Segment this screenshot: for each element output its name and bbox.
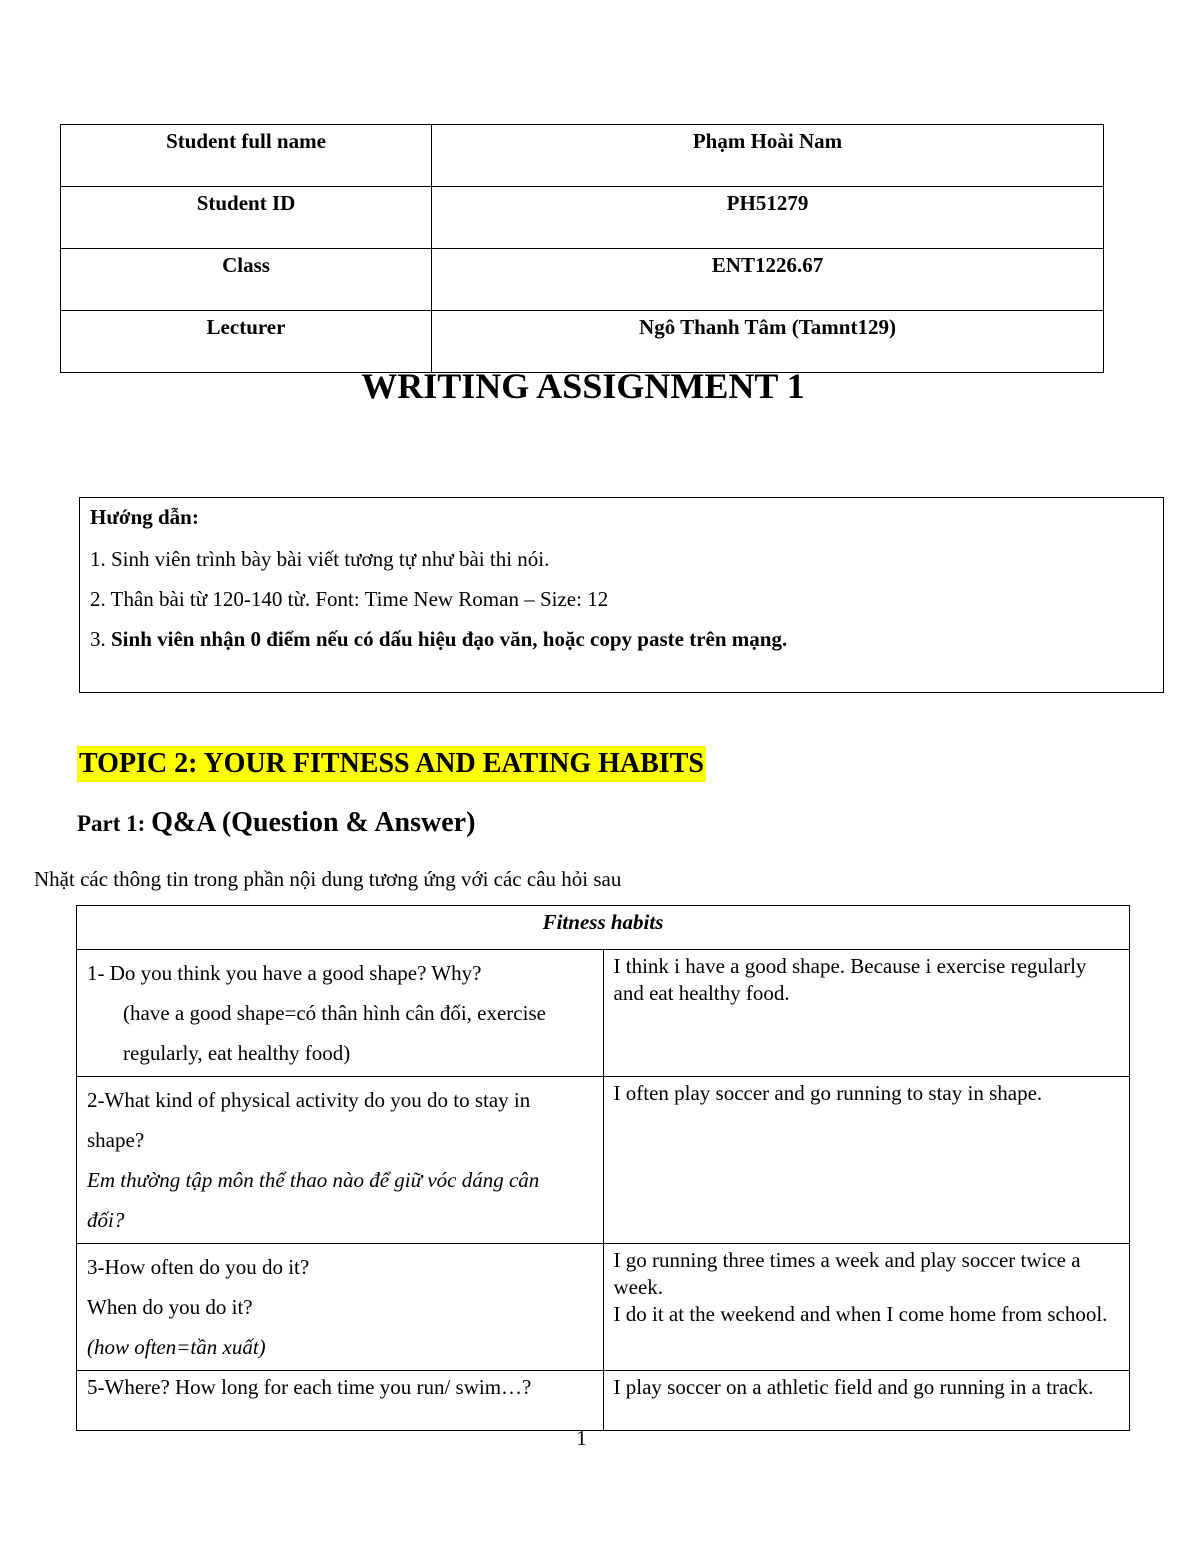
answer-text: I think i have a good shape. Because i exercise regularly and eat healthy food. xyxy=(613,954,1087,1005)
info-row xyxy=(61,187,1104,249)
topic-heading: TOPIC 2: YOUR FITNESS AND EATING HABITS xyxy=(77,746,706,782)
info-value: Ngô Thanh Tâm (Tamnt129) xyxy=(432,311,1104,373)
table-row xyxy=(77,1371,1130,1431)
question-text: 5-Where? How long for each time you run/ swim…? xyxy=(87,1375,532,1399)
answer-cell xyxy=(603,950,1130,1077)
page-number: 1 xyxy=(576,1426,587,1450)
table-row xyxy=(77,950,1130,1077)
answer-text: I go running three times a week and play soccer twice a week. xyxy=(613,1248,1081,1299)
info-label: Student full name xyxy=(61,125,432,187)
student-info-table xyxy=(60,124,1104,373)
instruction-text: Nhặt các thông tin trong phần nội dung tương ứng với các câu hỏi sau xyxy=(34,867,622,891)
assignment-title: WRITING ASSIGNMENT 1 xyxy=(361,366,805,406)
answer-text: I often play soccer and go running to stay in shape. xyxy=(613,1081,1043,1105)
fitness-habits-table xyxy=(76,905,1130,1431)
question-text: 3-How often do you do it? xyxy=(87,1255,310,1279)
info-value: PH51279 xyxy=(432,187,1104,249)
question-hint: (have a good shape=có thân hình cân đối, exercise xyxy=(123,1001,546,1025)
guideline-item: 1. Sinh viên trình bày bài viết tương tự như bài thi nói. xyxy=(90,547,550,571)
table-header-row xyxy=(77,906,1130,950)
guideline-item xyxy=(90,624,1153,654)
answer-cell xyxy=(603,1371,1130,1431)
info-label: Student ID xyxy=(61,187,432,249)
answer-cell xyxy=(603,1244,1130,1371)
info-value: Phạm Hoài Nam xyxy=(432,125,1104,187)
guideline-item: 2. Thân bài từ 120-140 từ. Font: Time New Roman – Size: 12 xyxy=(90,587,609,611)
guideline-number: 3. xyxy=(90,627,111,651)
question-hint: (how often=tần xuất) xyxy=(87,1335,266,1359)
info-label: Class xyxy=(61,249,432,311)
question-text: shape? xyxy=(87,1128,145,1152)
info-value: ENT1226.67 xyxy=(432,249,1104,311)
answer-text: I do it at the weekend and when I come home from school. xyxy=(613,1302,1108,1326)
question-cell xyxy=(77,1371,604,1431)
question-cell xyxy=(77,1244,604,1371)
part-title: Q&A (Question & Answer) xyxy=(151,807,476,838)
info-row xyxy=(61,125,1104,187)
part-heading xyxy=(77,805,475,845)
question-cell xyxy=(77,950,604,1077)
guidelines-box xyxy=(79,497,1164,693)
table-row xyxy=(77,1244,1130,1371)
question-text: 1- Do you think you have a good shape? Why? xyxy=(87,961,482,985)
answer-text: I play soccer on a athletic field and go running in a track. xyxy=(613,1375,1094,1399)
question-text: 2-What kind of physical activity do you do to stay in xyxy=(87,1088,531,1112)
question-text: When do you do it? xyxy=(87,1295,253,1319)
question-translation: đối? xyxy=(87,1208,125,1232)
info-row xyxy=(61,249,1104,311)
question-hint: regularly, eat healthy food) xyxy=(123,1041,351,1065)
table-header: Fitness habits xyxy=(77,906,1130,950)
question-cell xyxy=(77,1077,604,1244)
part-label: Part 1: xyxy=(77,811,152,836)
answer-cell xyxy=(603,1077,1130,1244)
guideline-warning: Sinh viên nhận 0 điểm nếu có dấu hiệu đạo văn, hoặc copy paste trên mạng. xyxy=(111,627,788,651)
guidelines-heading: Hướng dẫn: xyxy=(90,505,199,529)
info-label: Lecturer xyxy=(61,311,432,373)
question-translation: Em thường tập môn thể thao nào để giữ vóc dáng cân xyxy=(87,1168,540,1192)
table-row xyxy=(77,1077,1130,1244)
